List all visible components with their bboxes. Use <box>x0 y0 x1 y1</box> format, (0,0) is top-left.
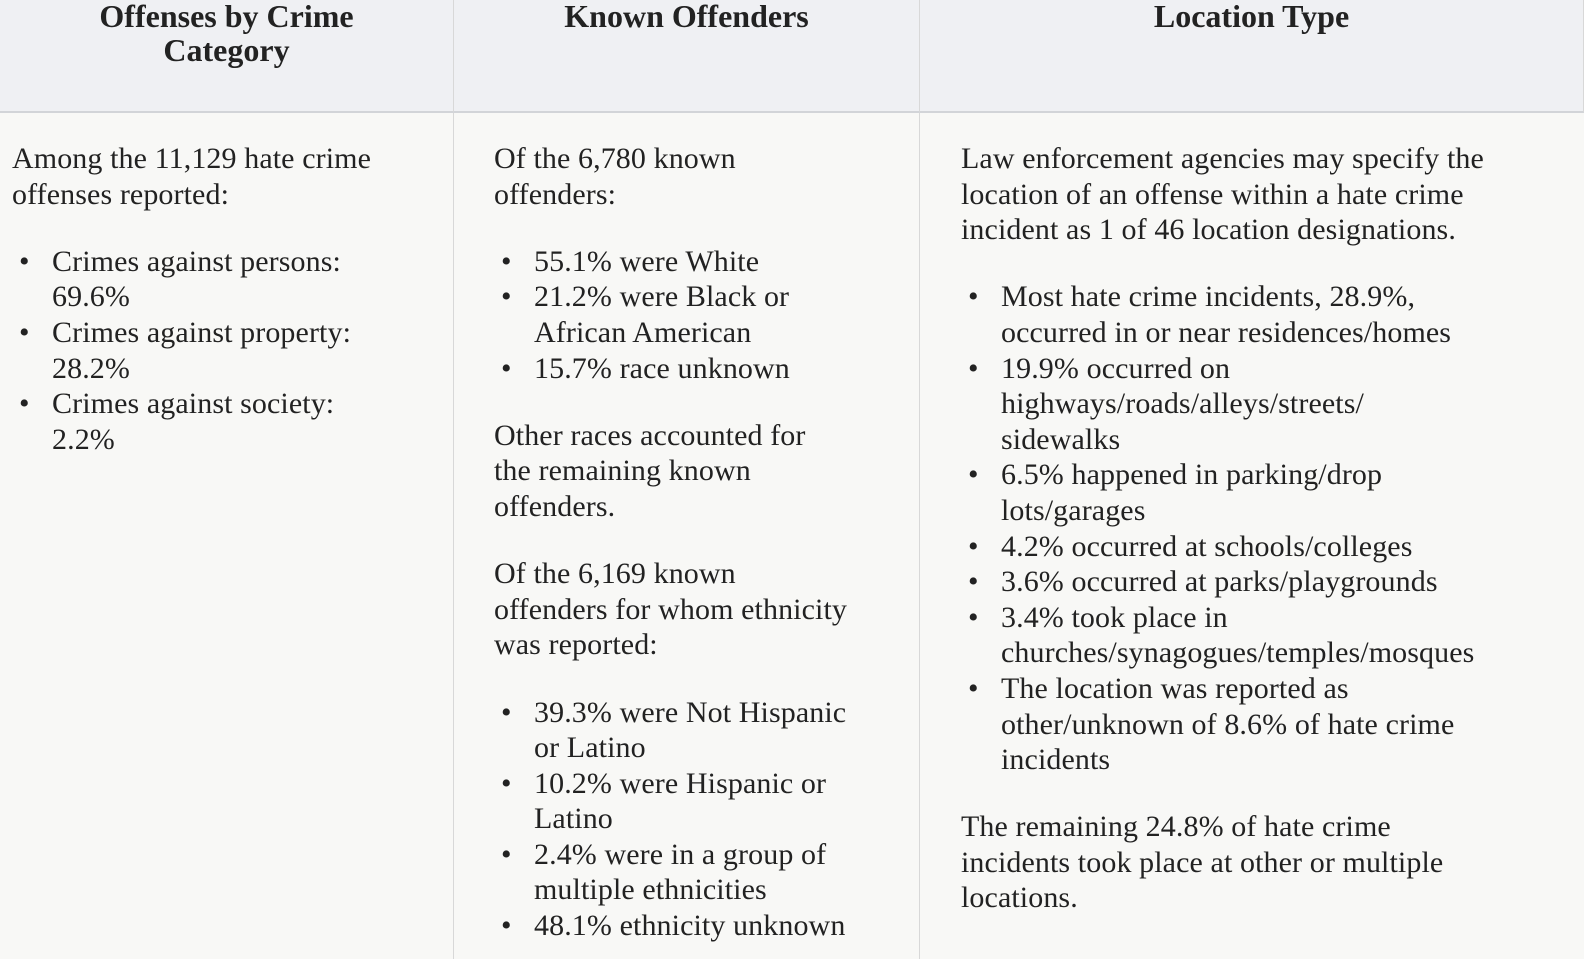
offense-value: 28.2% <box>52 351 130 385</box>
column-header-offenders <box>454 0 920 113</box>
column-header-offenses <box>0 0 454 113</box>
location-item-text-cont: lots/garages <box>1001 493 1146 527</box>
location-item-text: 3.4% took place in <box>1001 600 1228 634</box>
offenses-intro <box>12 141 453 212</box>
offenses-intro-line2: offenses reported: <box>12 177 230 211</box>
ethnicity-item-text-cont: Latino <box>534 802 613 836</box>
location-item-text-cont: highways/roads/alleys/streets/ <box>1001 387 1364 421</box>
list-item <box>494 837 919 908</box>
location-item-text: Most hate crime incidents, 28.9%, <box>1001 280 1416 314</box>
ethnicity-item-text: 2.4% were in a group of <box>534 837 827 871</box>
list-item <box>494 351 919 387</box>
list-item <box>12 244 453 315</box>
column-header-location-label: Location Type <box>1153 0 1350 34</box>
location-item-text-cont2: incidents <box>1001 743 1111 777</box>
offenders-intro <box>494 141 919 212</box>
offender-ethnicity-list <box>494 695 919 944</box>
ethnicity-intro-line1: Of the 6,169 known <box>494 557 736 591</box>
offense-value: 2.2% <box>52 422 115 456</box>
other-races-line1: Other races accounted for <box>494 418 806 452</box>
list-item <box>961 457 1584 528</box>
offenders-intro-line2: offenders: <box>494 177 617 211</box>
bullet-icon: • <box>968 351 979 385</box>
bullet-icon: • <box>19 315 30 349</box>
offenders-intro-line1: Of the 6,780 known <box>494 142 736 175</box>
location-outro-line2: incidents took place at other or multiple <box>961 845 1444 879</box>
bullet-icon: • <box>19 387 30 421</box>
list-item <box>961 671 1584 778</box>
location-item-text: 6.5% happened in parking/drop <box>1001 458 1383 492</box>
location-cell <box>920 113 1584 959</box>
list-item <box>12 315 453 386</box>
offense-label: Crimes against persons: <box>52 244 341 278</box>
race-item-text: 21.2% were Black or <box>534 280 790 314</box>
offender-race-list <box>494 244 919 386</box>
list-item <box>961 600 1584 671</box>
column-header-location <box>920 0 1584 113</box>
bullet-icon: • <box>501 244 512 278</box>
ethnicity-item-text: 48.1% ethnicity unknown <box>534 909 846 943</box>
offenders-other-races <box>494 418 919 525</box>
location-intro-line3: incident as 1 of 46 location designations. <box>961 213 1456 247</box>
bullet-icon: • <box>501 837 512 871</box>
ethnicity-item-text: 10.2% were Hispanic or <box>534 766 827 800</box>
list-item <box>494 766 919 837</box>
location-item-text-cont: occurred in or near residences/homes <box>1001 315 1452 349</box>
location-intro-line1: Law enforcement agencies may specify the <box>961 142 1484 175</box>
location-outro <box>961 809 1584 916</box>
location-item-text: 19.9% occurred on <box>1001 351 1231 385</box>
offense-value: 69.6% <box>52 280 130 314</box>
column-header-offenses-line2: Category <box>163 32 290 68</box>
list-item <box>12 386 453 457</box>
ethnicity-item-text: 39.3% were Not Hispanic <box>534 695 847 729</box>
location-intro-line2: location of an offense within a hate crime <box>961 177 1464 211</box>
location-list <box>961 279 1584 777</box>
list-item <box>494 244 919 280</box>
offenses-intro-line1: Among the 11,129 hate crime <box>12 142 371 175</box>
ethnicity-intro-line2: offenders for whom ethnicity <box>494 592 847 626</box>
offenses-cell <box>0 113 454 959</box>
list-item <box>961 351 1584 458</box>
other-races-line2: the remaining known <box>494 454 751 488</box>
location-outro-line1: The remaining 24.8% of hate crime <box>961 810 1391 844</box>
offenders-cell <box>454 113 920 959</box>
bullet-icon: • <box>968 458 979 492</box>
list-item <box>494 908 919 944</box>
bullet-icon: • <box>501 351 512 385</box>
bullet-icon: • <box>501 695 512 729</box>
list-item <box>961 529 1584 565</box>
offense-label: Crimes against society: <box>52 387 335 421</box>
bullet-icon: • <box>501 909 512 943</box>
race-item-text: 15.7% race unknown <box>534 351 790 385</box>
location-intro <box>961 141 1584 248</box>
ethnicity-item-text-cont: or Latino <box>534 731 646 765</box>
bullet-icon: • <box>968 529 979 563</box>
bullet-icon: • <box>501 280 512 314</box>
ethnicity-item-text-cont: multiple ethnicities <box>534 873 767 907</box>
list-item <box>494 279 919 350</box>
bullet-icon: • <box>968 600 979 634</box>
race-item-text: 55.1% were White <box>534 244 760 278</box>
offenses-list <box>12 244 453 458</box>
offense-label: Crimes against property: <box>52 315 352 349</box>
location-item-text-cont: churches/synagogues/temples/mosques <box>1001 636 1475 670</box>
location-item-text: 3.6% occurred at parks/playgrounds <box>1001 565 1438 599</box>
column-header-offenses-line1: Offenses by Crime <box>99 0 354 34</box>
bullet-icon: • <box>19 244 30 278</box>
location-item-text-cont: other/unknown of 8.6% of hate crime <box>1001 707 1455 741</box>
list-item <box>494 695 919 766</box>
bullet-icon: • <box>968 671 979 705</box>
list-item <box>961 564 1584 600</box>
bullet-icon: • <box>501 766 512 800</box>
location-item-text: 4.2% occurred at schools/colleges <box>1001 529 1413 563</box>
location-item-text: The location was reported as <box>1001 671 1349 705</box>
column-header-offenders-label: Known Offenders <box>564 0 809 34</box>
offenders-ethnicity-intro <box>494 556 919 663</box>
ethnicity-intro-line3: was reported: <box>494 628 658 662</box>
race-item-text-cont: African American <box>534 315 752 349</box>
bullet-icon: • <box>968 565 979 599</box>
other-races-line3: offenders. <box>494 489 616 523</box>
list-item <box>961 279 1584 350</box>
location-outro-line3: locations. <box>961 881 1078 915</box>
location-item-text-cont2: sidewalks <box>1001 422 1121 456</box>
bullet-icon: • <box>968 280 979 314</box>
